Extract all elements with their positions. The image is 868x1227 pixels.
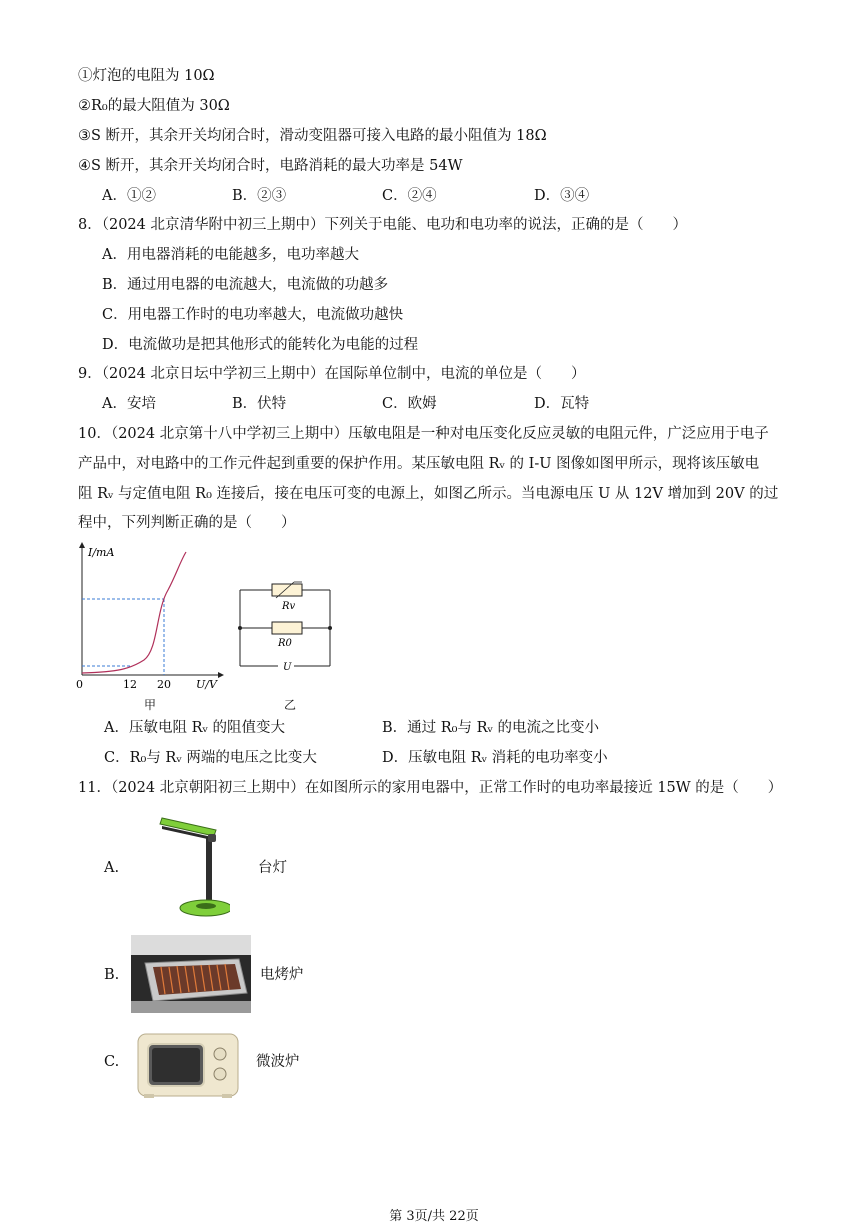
q9-option-c: C．欧姆 (382, 396, 437, 412)
q8-option-b: B．通过用电器的电流越大，电流做的功越多 (102, 277, 389, 293)
q8-option-c: C．用电器工作时的电功率越大，电流做功越快 (102, 307, 404, 323)
q10-figure-a-graph (68, 540, 228, 700)
q11-option-b-letter: B. (104, 967, 120, 983)
q10-option-d: D．压敏电阻 Rᵥ 消耗的电功率变小 (382, 750, 608, 766)
q10-figure-b-caption: 乙 (284, 698, 297, 712)
desk-lamp-image (150, 810, 230, 922)
q7-option-c: C．②④ (382, 188, 437, 204)
q10-stem-line-3: 阻 Rᵥ 与定值电阻 R₀ 连接后，接在电压可变的电源上，如图乙所示。当电源电压 U 从 12V 增加到 20V 的过 (78, 486, 779, 502)
q7-option-a: A．①② (102, 188, 156, 204)
q10-stem-line-2: 产品中，对电路中的工作元件起到重要的保护作用。某压敏电阻 Rᵥ 的 I-U 图像如图甲所示，现将该压敏电 (78, 456, 760, 472)
q8-stem: 8．（2024 北京清华附中初三上期中）下列关于电能、电功和电功率的说法，正确的是（ ） (78, 217, 687, 233)
q11-option-c-name: 微波炉 (256, 1054, 300, 1070)
q7-item-3: ③S 断开，其余开关均闭合时，滑动变阻器可接入电路的最小阻值为 18Ω (78, 128, 547, 144)
q10-figure-a-tick-20: 20 (157, 678, 171, 691)
q10-option-c: C．R₀与 Rᵥ 两端的电压之比变大 (104, 750, 317, 766)
q10-stem-line-4: 程中，下列判断正确的是（ ） (78, 515, 296, 531)
q9-option-b: B．伏特 (232, 396, 287, 412)
q10-figure-b-label-u: U (283, 662, 292, 673)
q7-item-2: ②R₀的最大阻值为 30Ω (78, 98, 230, 114)
q11-option-a-letter: A. (104, 860, 120, 876)
q10-stem-line-1: 10．（2024 北京第十八中学初三上期中）压敏电阻是一种对电压变化反应灵敏的电阻元件，广泛应用于电子 (78, 426, 769, 442)
q11-option-c-letter: C. (104, 1054, 120, 1070)
q10-figure-a-tick-12: 12 (123, 678, 137, 691)
q10-figure-b-label-rv: Rv (282, 601, 296, 612)
microwave-image (136, 1030, 242, 1100)
q10-figure-b-circuit (232, 578, 342, 678)
q10-figure-a-xlabel: U/V (196, 678, 217, 691)
q7-option-d: D．③④ (534, 188, 590, 204)
page-footer: 第 3页/共 22页 (389, 1209, 479, 1224)
q11-stem: 11．（2024 北京朝阳初三上期中）在如图所示的家用电器中，正常工作时的电功率最接近 15W 的是（ ） (78, 780, 783, 796)
q9-option-a: A．安培 (102, 396, 156, 412)
q10-option-a: A．压敏电阻 Rᵥ 的阻值变大 (104, 720, 286, 736)
q10-option-b: B．通过 R₀与 Rᵥ 的电流之比变小 (382, 720, 600, 736)
q11-option-a-name: 台灯 (258, 860, 287, 876)
q8-option-d: D．电流做功是把其他形式的能转化为电能的过程 (102, 337, 419, 353)
q11-option-b-name: 电烤炉 (260, 967, 304, 983)
q10-figure-a-ylabel: I/mA (88, 546, 115, 559)
q10-figure-a-caption: 甲 (144, 698, 157, 712)
q10-figure-a-tick-0: 0 (76, 678, 83, 691)
electric-grill-image (131, 935, 251, 1013)
q9-stem: 9．（2024 北京日坛中学初三上期中）在国际单位制中，电流的单位是（ ） (78, 366, 586, 382)
q10-figure-b-label-r0: R0 (278, 638, 292, 649)
q7-item-1: ①灯泡的电阻为 10Ω (78, 68, 215, 84)
q7-option-b: B．②③ (232, 188, 287, 204)
q7-item-4: ④S 断开，其余开关均闭合时，电路消耗的最大功率是 54W (78, 158, 463, 174)
q9-option-d: D．瓦特 (534, 396, 590, 412)
q8-option-a: A．用电器消耗的电能越多，电功率越大 (102, 247, 359, 263)
